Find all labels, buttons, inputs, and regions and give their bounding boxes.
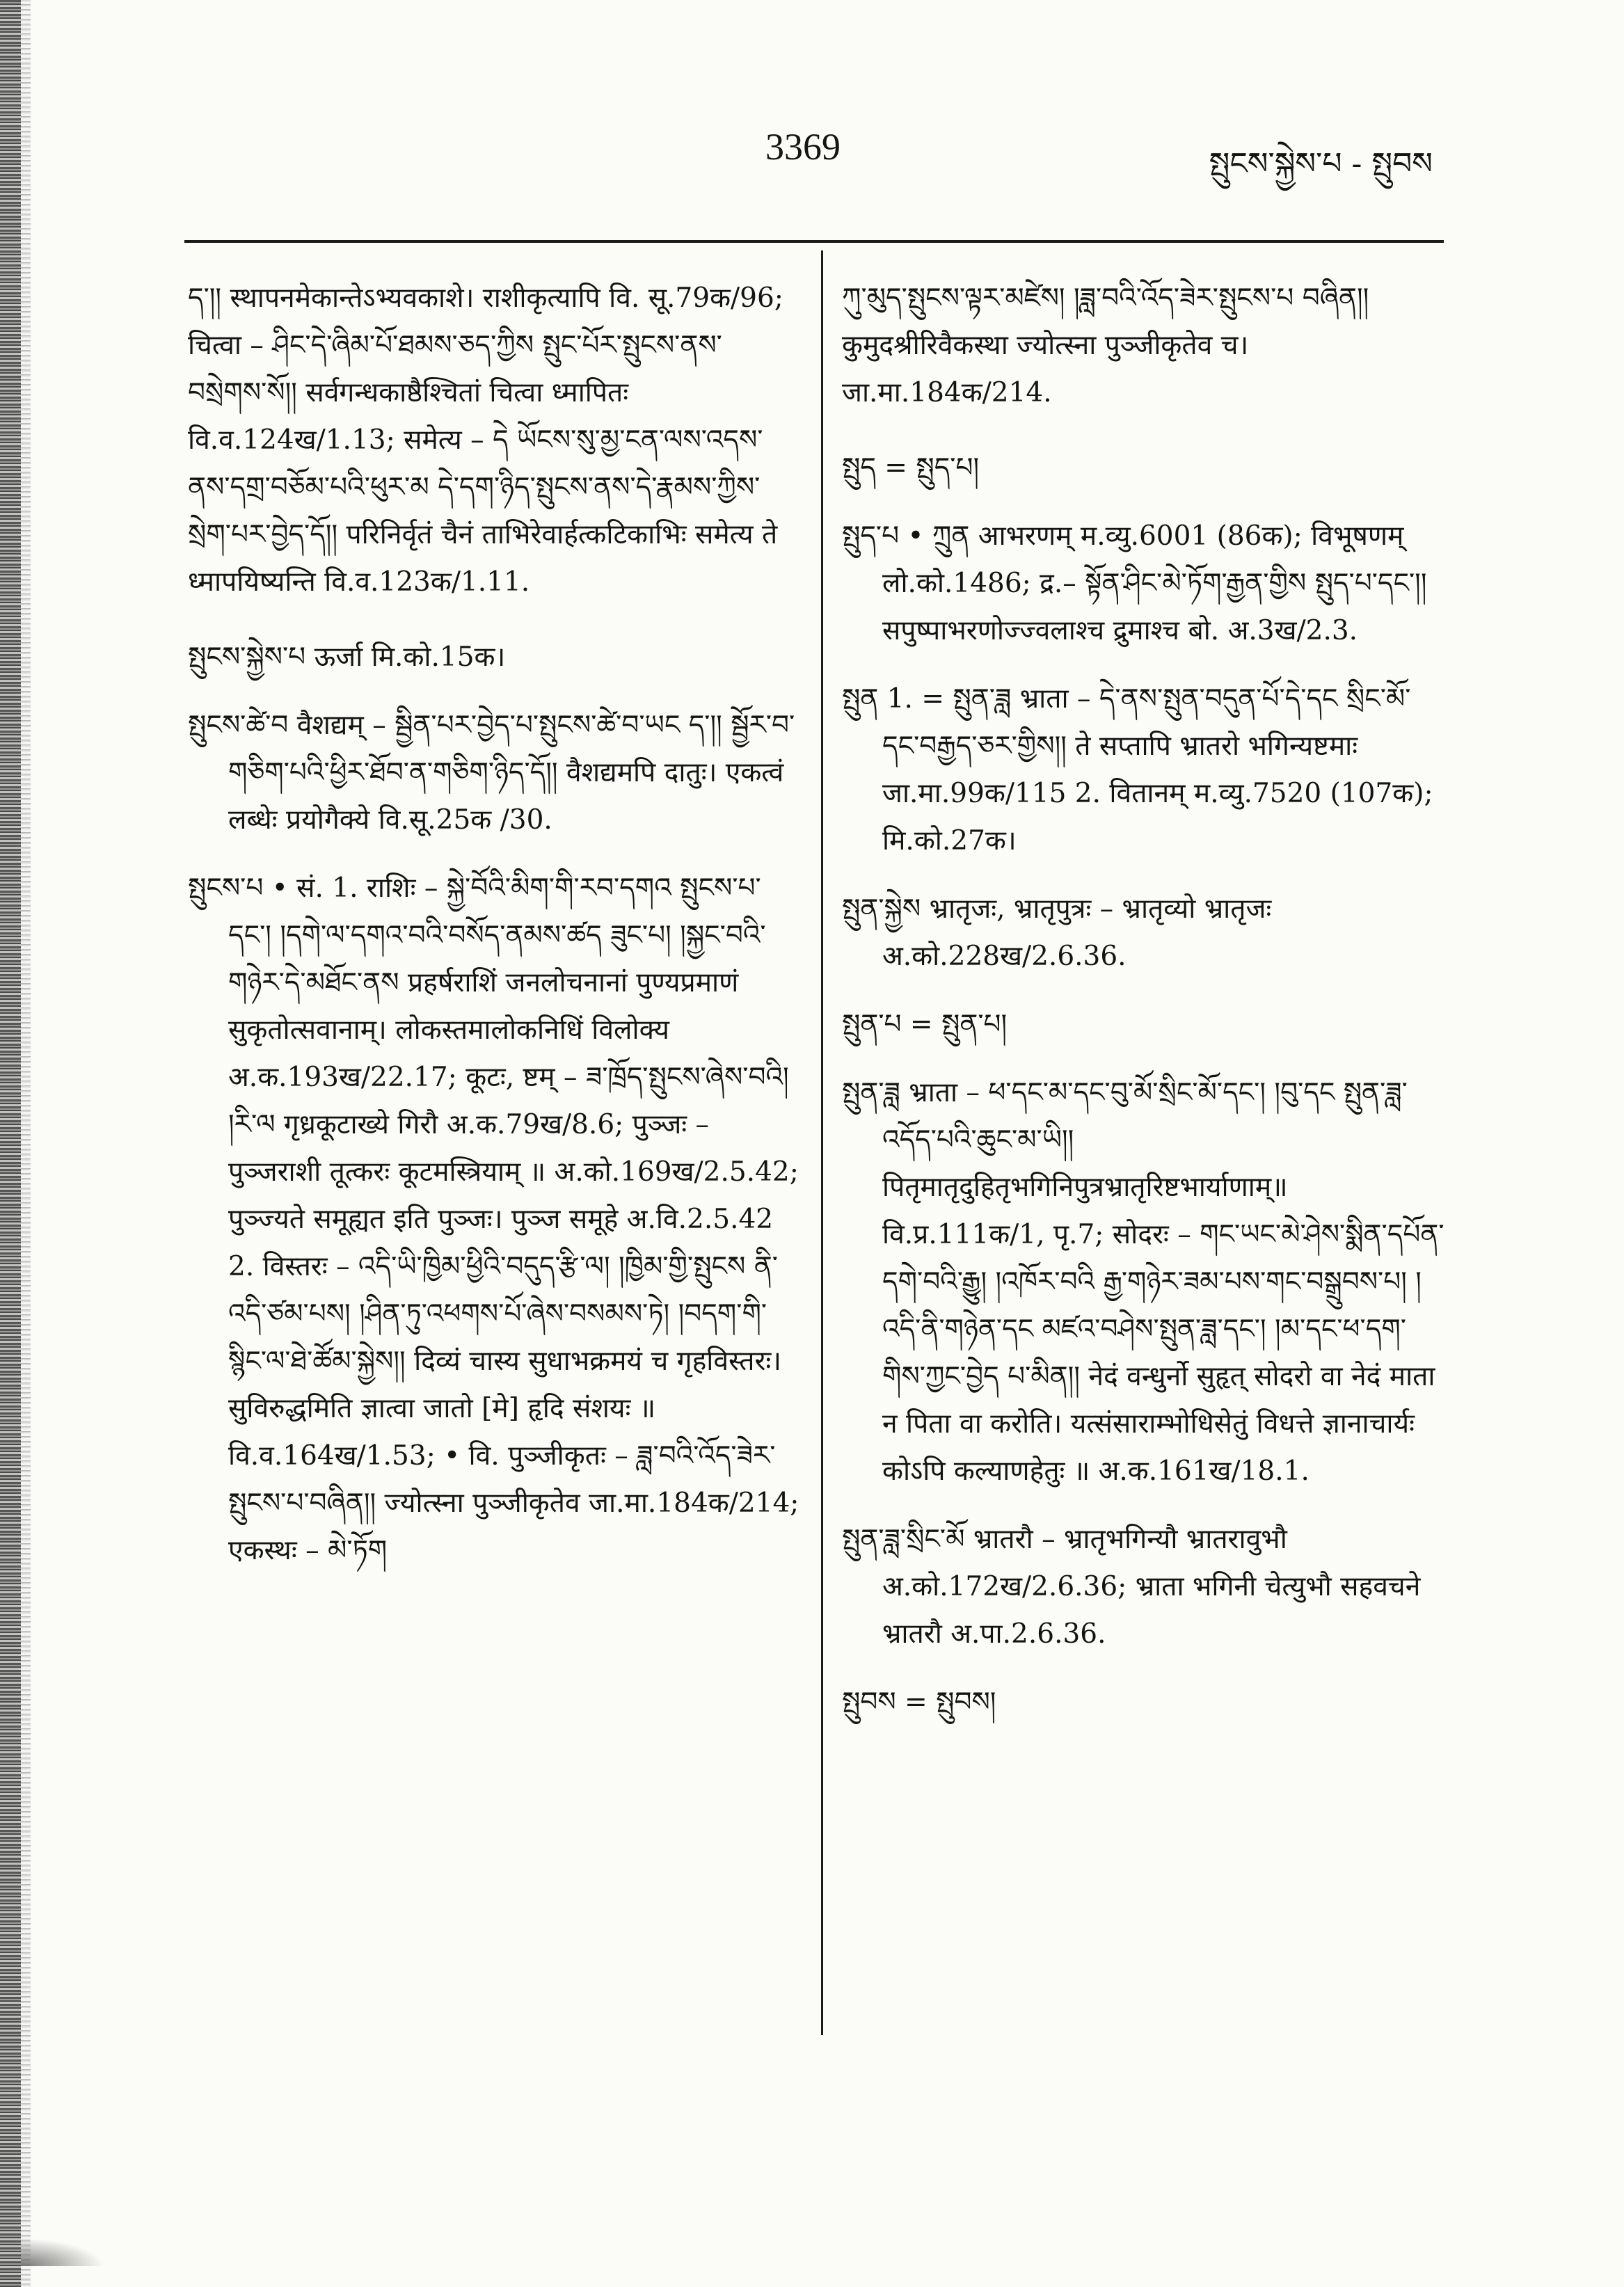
dictionary-entry: སྤུངས་སྐྱེས་པ ऊर्जा मि.को.15क।: [188, 642, 506, 673]
dictionary-entry: སྤུན་སྐྱེས भ्रातृजः, भ्रातृपुत्रः – भ्रातृव्यो भ्रातृजः अ.को.228ख/2.6.36.: [842, 893, 1272, 972]
dictionary-entry: སྤུན་ཟླ་སྲིང་མོ भ्रातरौ – भ्रातृभगिन्यौ भ्रातरावुभौ अ.को.172ख/2.6.36; भ्राता भगिनी चेत्युभौ सहवचने भ्रातरौ अ.पा.2.6.36.: [842, 1524, 1421, 1650]
running-head: སྤུངས་སྐྱེས་པ - སྤུབས: [1209, 146, 1433, 182]
entry-continuation: ད༌།། स्थापनमेकान्तेऽभ्यवकाशे। राशीकृत्यापि वि. सू.79क/96; चित्वा – ཤིང་དེ་ཞིམ་པོ་ཐམས་ཅད་ཀྱིས སྤུང་པོར་སྤུངས་ནས་བསྲེགས་སོ།། सर्वगन्धकाष्ठैश्चितां चित्वा ध्मापितः वि.व.124ख/1.13; समेत्य – དེ ཡོངས་སུ་མྱ་ངན་ལས་འདས་ནས་དགྲ་བཅོམ་པའི་ཕུར་མ དེ་དག་ཉིད་སྤུངས་ནས་དེ་རྣམས་ཀྱིས་སྲེག་པར་བྱེད་དོ།། परिनिर्वृतं चैनं ताभिरेवार्हत्कटिकाभिः समेत्य ते ध्मापयिष्यन्ति वि.व.123क/1.11.: [188, 282, 783, 598]
column-divider: [821, 250, 823, 2035]
scanned-page-edge-shadow: [21, 0, 31, 2287]
scan-smudge: [21, 2238, 104, 2266]
cross-reference-entry: སྤུབས = སྤུབས།: [842, 1687, 996, 1718]
dictionary-entry: སྤུན་ཟླ भ्राता – ཕ་དང་མ་དང་བུ་མོ་སྲིང་མོ་དང་། །བུ་དང སྤུན་ཟླ་འདོད་པའི་ཆུང་མ་ཡི།། पितृमातृदुहितृभगिनिपुत्रभ्रातृरिष्टभार्याणाम्॥ वि.प्र.111क/1, पृ.7; सोदरः – གང་ཡང་མེ་ཤེས་སྨིན་དཔོན་དགེ་བའི་རྒྱུ། །འཁོར་བའི རྒྱ་གཉེར་ཟམ་པས་གང་བསྒྲུབས་པ། །འདི་ནི་གཉེན་དང མཛའ་བཤེས་སྤུན་ཟླ་དང་། །མ་དང་ཕ་དག་གིས་ཀྱང་བྱེད པ་མིན།། नेदं वन्धुर्नो सुहृत् सोदरो वा नेदं माता न पिता वा करोति। यत्संसाराम्भोधिसेतुं विधत्ते ज्ञानाचार्यः कोऽपि कल्याणहेतुः ॥ अ.क.161ख/18.1.: [842, 1077, 1444, 1487]
right-column: [842, 275, 1447, 1747]
header-rule: [184, 240, 1444, 243]
left-column: [188, 275, 800, 1595]
scanned-page-edge: [0, 0, 21, 2287]
cross-reference-entry: སྤུད = སྤུད་པ།: [842, 452, 980, 484]
page-number: 3369: [765, 126, 841, 168]
entry-continuation: ཀུ་མུད་སྤུངས་ལྟར་མཛེས། །ཟླ་བའི་འོད་ཟེར་སྤུངས་པ བཞིན།། कुमुदश्रीरिवैकस्था ज्योत्स्ना पुञ्जीकृतेव च। जा.मा.184क/214.: [842, 282, 1369, 408]
dictionary-entry: སྤུད་པ • ཀྲུན आभरणम् म.व्यु.6001 (86क); विभूषणम् लो.को.1486; द्र.– སྟོན་ཤིང་མེ་ཏོག་རྒྱན་གྱིས སྤུད་པ་དང་།། सपुष्पाभरणोज्ज्वलाश्च द्रुमाश्च बो. अ.3ख/2.3.: [842, 520, 1427, 646]
dictionary-entry: སྤུངས་པ • सं. 1. राशिः – སྐྱེ་བོའི་མིག་གི་རབ་དགའ སྤུངས་པ་དང་། །དགེ་ལ་དགའ་བའི་བསོད་ནམས་ཚད ཟུང་པ། །སྐྱང་བའི་གཉེར་དེ་མཐོང་ནས प्रहर्षराशिं जनलोचनानां पुण्यप्रमाणं सुकृतोत्सवानाम्। लोकस्तमालोकनिधिं विलोक्य अ.क.193ख/22.17; कूटः, ष्टम् – ཟ་ཁྲོད་སྤུངས་ཞེས་བའི། །རི་ལ गृध्रकूटाख्ये गिरौ अ.क.79ख/8.6; पुञ्जः – पुञ्जराशी तूत्करः कूटमस्त्रियाम् ॥ अ.को.169ख/2.5.42; पुञ्ज्यते समूह्यत इति पुञ्जः। पुञ्ज समूहे अ.वि.2.5.42 2. विस्तरः – འདི་ཡི་ཁྱིམ་ཕྱིའི་བདུད་རྩི་ལ། །ཁྱིམ་གྱི་སྤུངས ནི་འདི་ཙམ་པས། །ཤིན་ཏུ་འཕགས་པོ་ཞེས་བསམས་ཏེ། །བདག་གི་སྙིང་ལ་ཐེ་ཚོམ་སྐྱེས།། दिव्यं चास्य सुधाभक्रमयं च गृहविस्तरः। सुविरुद्धमिति ज्ञात्वा जातो [मे] हृदि संशयः ॥ वि.व.164ख/1.53; • वि. पुञ्जीकृतः – ཟླ་བའི་འོད་ཟེར་སྤུངས་པ་བཞིན།། ज्योत्स्ना पुञ्जीकृतेव जा.मा.184क/214; एकस्थः – མེ་ཏོག: [188, 872, 799, 1566]
dictionary-entry: སྤུན 1. = སྤུན་ཟླ भ्राता – དེ་ནས་སྤུན་བདུན་པོ་དེ་དང སྲིང་མོ་དང་བརྒྱད་ཅར་གྱིས།། ते सप्तापि भ्रातरो भगिन्यष्टमाः जा.मा.99क/115 2. वितानम् म.व्यु.7520 (107क); मि.को.27क।: [842, 683, 1433, 856]
dictionary-entry: སྤུངས་ཚེ་བ वैशद्यम् – སྦྱིན་པར་བྱེད་པ་སྤུངས་ཚེ་བ་ཡང ད༌།། སྦྱོར་བ་གཅིག་པའི་ཕྱིར་ཐོབ་ན་གཅིག་ཉིད་དོ།། वैशद्यमपि दातुः। एकत्वं लब्धेः प्रयोगैक्ये वि.सू.25क /30.: [188, 710, 795, 836]
cross-reference-entry: སྤུན་པ = སྤུན་པ།: [842, 1009, 1008, 1040]
